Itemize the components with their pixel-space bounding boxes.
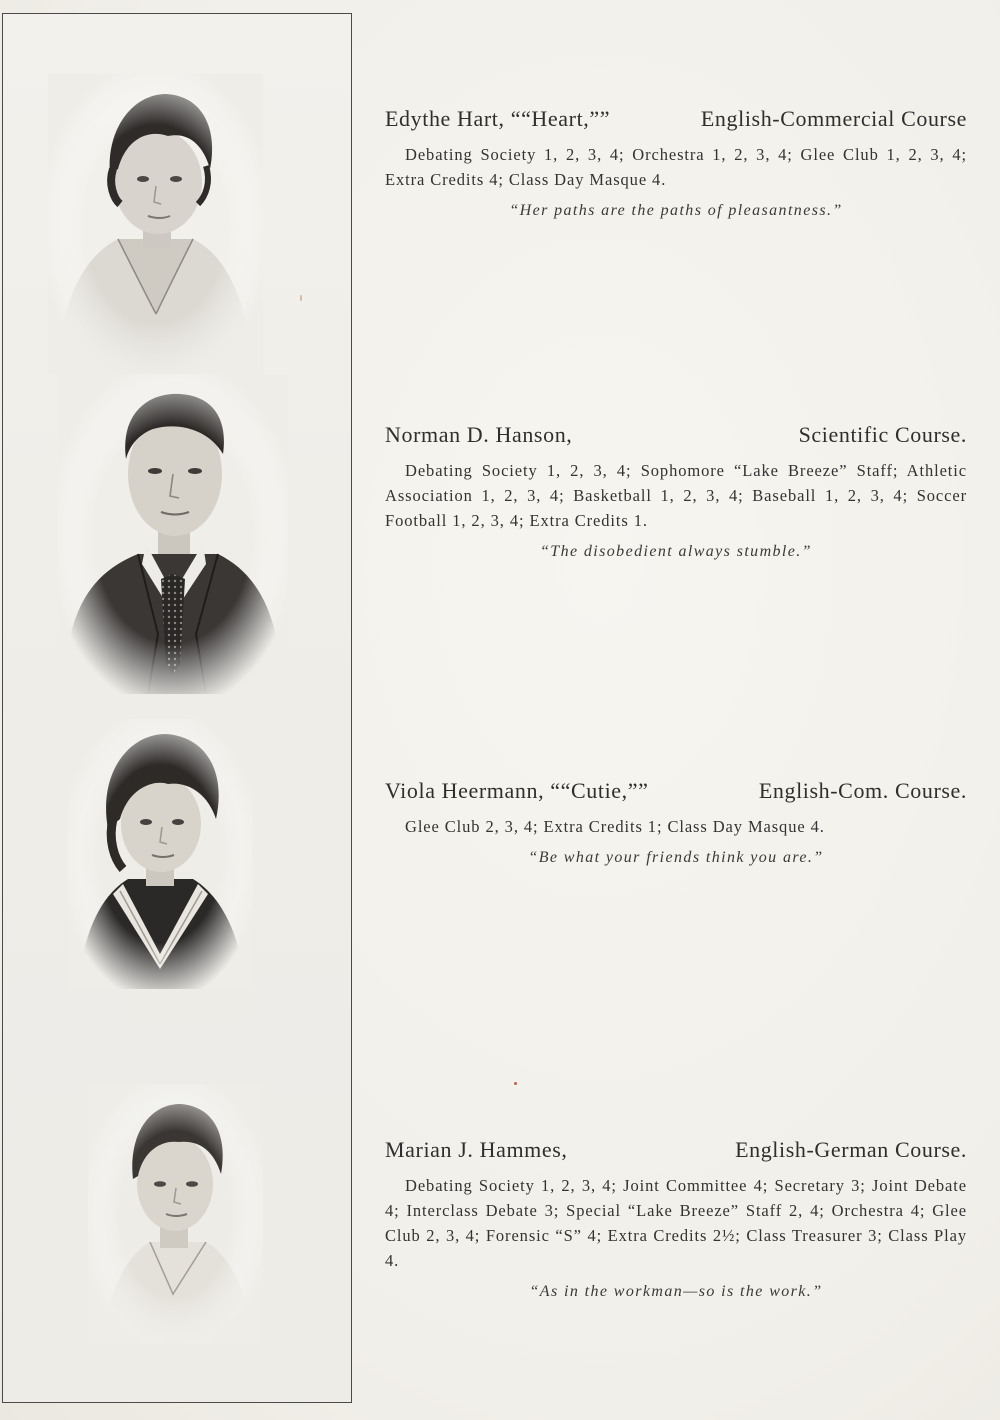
student-motto: “Be what your friends think you are.” (528, 849, 824, 866)
ink-speck (514, 1082, 517, 1085)
student-name: Edythe Hart, ““Heart,”” (385, 106, 611, 131)
entry-norman-hanson (385, 422, 967, 561)
entry-marian-hammes (385, 1137, 967, 1301)
student-course: Scientific Course. (798, 422, 967, 447)
student-motto: “Her paths are the paths of pleasantness.” (509, 202, 843, 219)
student-course: English-Commercial Course (700, 106, 967, 131)
ink-speck (300, 295, 302, 301)
student-motto: “The disobedient always stumble.” (540, 543, 812, 560)
entry-edythe-hart (385, 106, 967, 220)
portrait-norman-hanson (58, 374, 288, 694)
portrait-edythe-hart (48, 74, 263, 374)
portrait-marian-hammes (88, 1084, 263, 1344)
student-activities: Debating Society 1, 2, 3, 4; Orchestra 1, 2, 3, 4; Glee Club 1, 2, 3, 4; Extra Credits 4; Class Day Masque 4. (385, 145, 967, 189)
student-name: Viola Heermann, ““Cutie,”” (385, 778, 649, 803)
student-course: English-Com. Course. (758, 778, 967, 803)
student-name: Marian J. Hammes, (385, 1137, 568, 1162)
student-name: Norman D. Hanson, (385, 422, 573, 447)
student-activities: Debating Society 1, 2, 3, 4; Sophomore “Lake Breeze” Staff; Athletic Association 1, 2, 3, 4; Basketball 1, 2, 3, 4; Baseball 1, 2, 3, 4; Soccer Football 1, 2, 3, 4; Extra Credits 1. (385, 461, 967, 530)
entry-viola-heermann (385, 778, 967, 867)
entry-heading (385, 778, 967, 804)
portrait-strip (2, 13, 352, 1403)
student-activities: Debating Society 1, 2, 3, 4; Joint Committee 4; Secretary 3; Joint Debate 4; Interclass Debate 3; Special “Lake Breeze” Staff 2, 4; Orchestra 4; Glee Club 2, 3, 4; Forensic “S” 4; Extra Credits 2½; Class Treasurer 3; Class Play 4. (385, 1176, 967, 1270)
student-course: English-German Course. (735, 1137, 967, 1162)
student-activities: Glee Club 2, 3, 4; Extra Credits 1; Class Day Masque 4. (405, 817, 825, 836)
entry-heading (385, 106, 967, 132)
entry-heading (385, 1137, 967, 1163)
entry-heading (385, 422, 967, 448)
student-motto: “As in the workman—so is the work.” (529, 1283, 823, 1300)
portrait-viola-heermann (68, 719, 253, 989)
